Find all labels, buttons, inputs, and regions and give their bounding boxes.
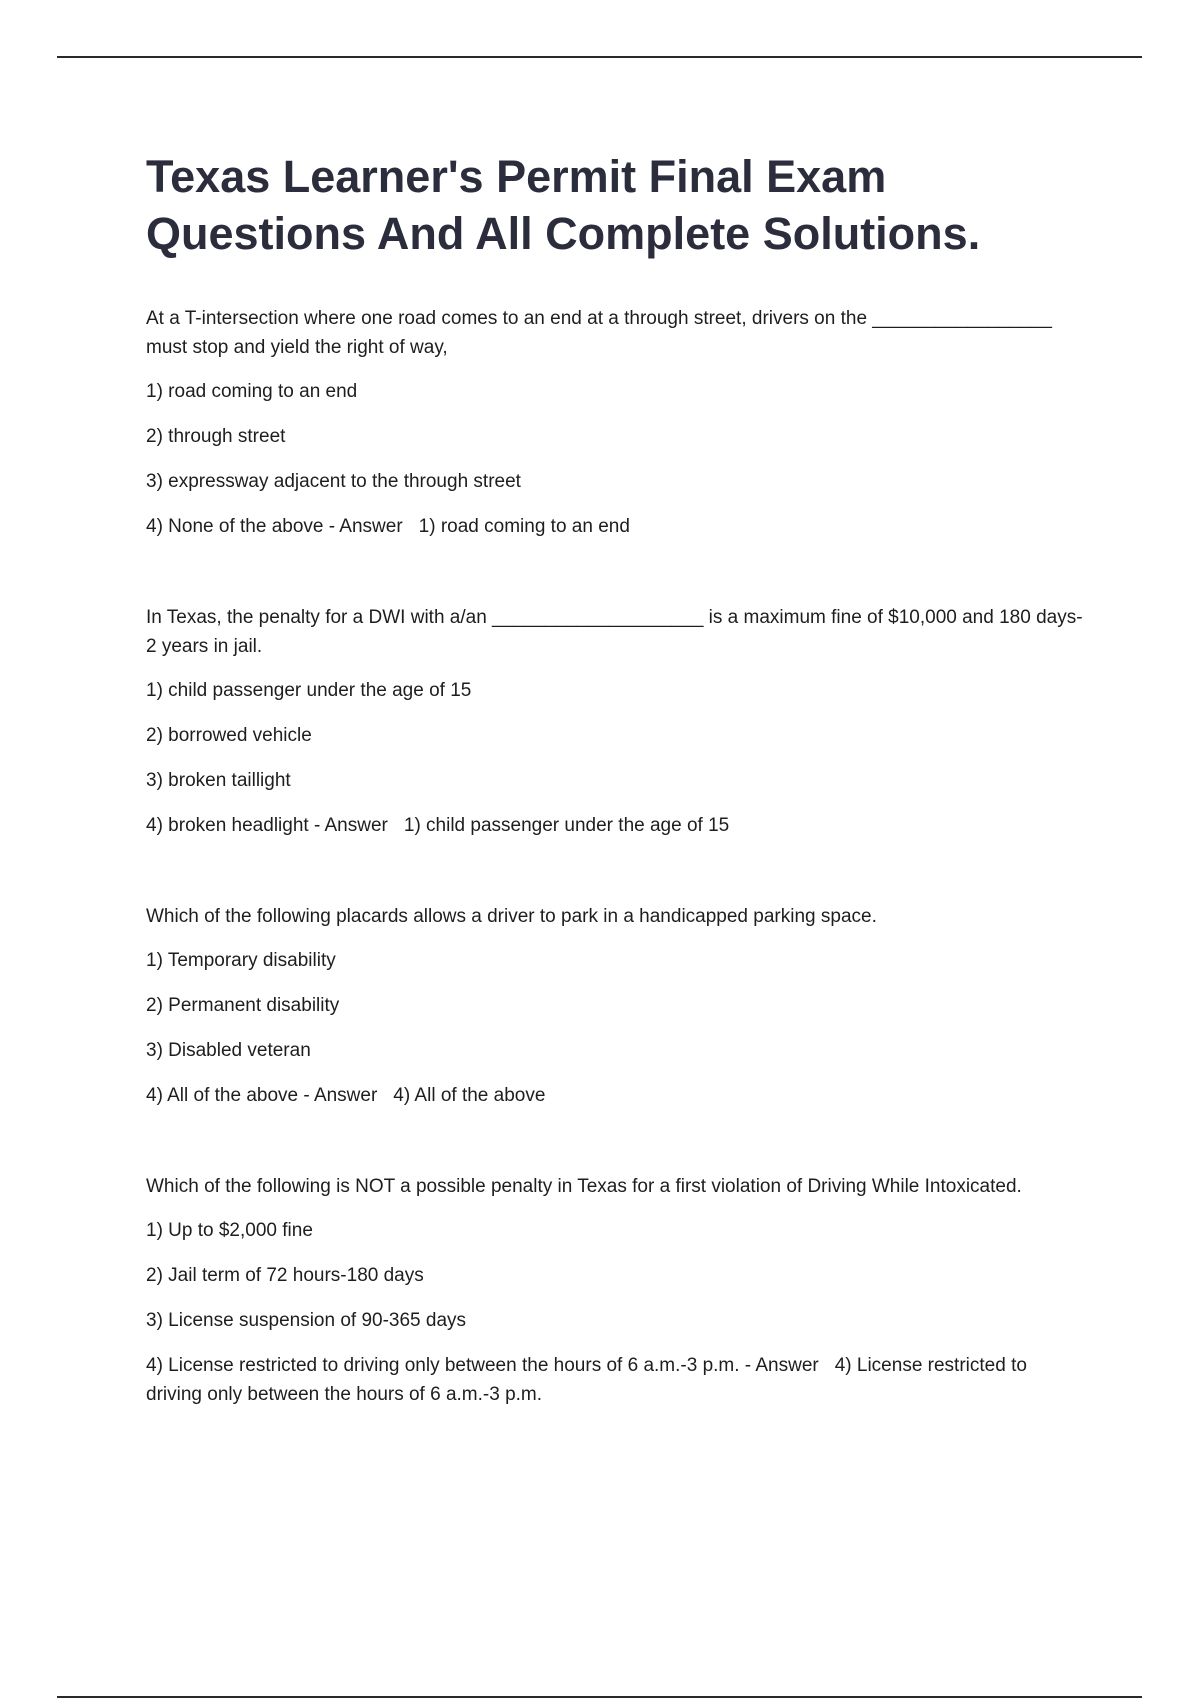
question-block bbox=[146, 1172, 1086, 1409]
option-item: 4) broken headlight - Answer bbox=[146, 815, 388, 836]
question-block bbox=[146, 902, 1086, 1110]
option-item: 1) Temporary disability bbox=[146, 950, 336, 971]
option-item: 4) All of the above - Answer bbox=[146, 1085, 378, 1106]
option-item: 3) expressway adjacent to the through street bbox=[146, 471, 521, 492]
option-item: 2) through street bbox=[146, 426, 286, 447]
option-item: 2) borrowed vehicle bbox=[146, 725, 312, 746]
question-block bbox=[146, 304, 1086, 541]
option-item: 1) Up to $2,000 fine bbox=[146, 1220, 313, 1241]
bottom-rule bbox=[57, 1696, 1142, 1698]
question-block bbox=[146, 603, 1086, 840]
answer-text: 1) child passenger under the age of 15 bbox=[403, 815, 730, 836]
option-item: 3) Disabled veteran bbox=[146, 1040, 311, 1061]
question-text: In Texas, the penalty for a DWI with a/an ____________________ is a maximum fine of $10,000 and 180 days-2 years in jail. bbox=[146, 607, 1083, 657]
top-rule bbox=[57, 56, 1142, 58]
answer-text: 1) road coming to an end bbox=[418, 516, 630, 537]
answer-text: 4) License restricted to driving only between the hours of 6 a.m.-3 p.m. bbox=[146, 1355, 1027, 1405]
question-list bbox=[146, 304, 1086, 1409]
option-item: 3) broken taillight bbox=[146, 770, 291, 791]
answer-text: 4) All of the above bbox=[393, 1085, 546, 1106]
question-text: Which of the following is NOT a possible penalty in Texas for a first violation of Driving While Intoxicated. bbox=[146, 1176, 1022, 1197]
option-answer-line bbox=[146, 512, 1086, 541]
option-answer-line bbox=[146, 811, 1086, 840]
option-item: 3) License suspension of 90-365 days bbox=[146, 1310, 467, 1331]
option-item: 1) child passenger under the age of 15 bbox=[146, 680, 472, 701]
question-text: At a T-intersection where one road comes to an end at a through street, drivers on the _________________ must stop and yield the right of way, bbox=[146, 308, 1052, 358]
option-item: 4) None of the above - Answer bbox=[146, 516, 403, 537]
option-item: 2) Jail term of 72 hours-180 days bbox=[146, 1265, 424, 1286]
document-title: Texas Learner's Permit Final Exam Questions And All Complete Solutions. bbox=[146, 151, 981, 259]
option-answer-line bbox=[146, 1081, 1086, 1110]
option-item: 1) road coming to an end bbox=[146, 381, 358, 402]
question-text: Which of the following placards allows a driver to park in a handicapped parking space. bbox=[146, 906, 877, 927]
option-item: 4) License restricted to driving only between the hours of 6 a.m.-3 p.m. - Answer bbox=[146, 1355, 819, 1376]
option-answer-line bbox=[146, 1351, 1086, 1409]
option-item: 2) Permanent disability bbox=[146, 995, 340, 1016]
